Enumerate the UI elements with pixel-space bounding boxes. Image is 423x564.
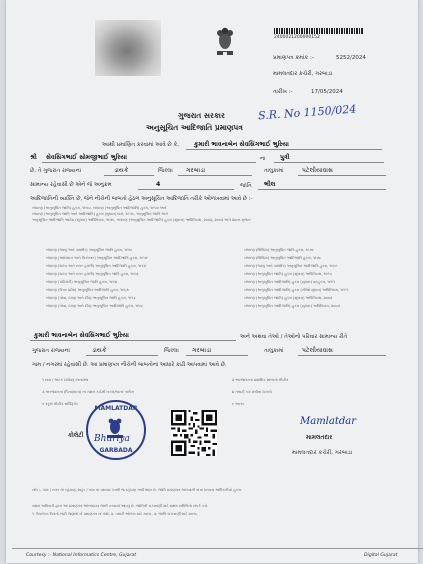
handwritten-signature-right: Mamlatdar <box>300 416 357 427</box>
barcode-number: 2400021200000152 <box>274 35 320 40</box>
order-item: બંધારણ (સિક્કિમ) અનુસૂચિત જાતિ હુકમ, ૧૯૭૮ <box>244 248 314 252</box>
relation-value: પુત્રી <box>280 154 290 161</box>
residence-taluka-label: તાલુકામાં <box>264 348 284 354</box>
signature-left-label: કોલેટી <box>68 432 84 439</box>
relation-label: ના <box>260 156 266 162</box>
residence-prefix: ગુજરાત રાજ્યના <box>32 348 70 354</box>
taluka-value: પટેલીયાવાસ <box>302 167 334 174</box>
underline <box>138 189 234 190</box>
residence-district-label: જિલ્લા <box>164 348 179 354</box>
father-name: સેવસિંગભાઈ સોમજીભાઈ ભુરિયા <box>46 154 127 161</box>
order-item: બંધારણ (ગોવા, દમણ અને દીવ) અનુસૂચિત જાતિ હુકમ, ૧૯૬૮ <box>46 296 136 300</box>
underline <box>86 355 158 356</box>
order-item: બંધારણ (જમ્મુ અને કાશ્મીર) અનુસૂચિત આદિજાતિ હુકમ, ૧૯૮૯ <box>244 264 338 268</box>
underline <box>186 355 248 356</box>
order-item: બંધારણ (ઉત્તર પ્રદેશ) અનુસૂચિત આદિજાતિ હુકમ, ૧૯૬૭ <box>46 288 129 292</box>
qr-code <box>171 410 217 456</box>
underline <box>258 189 386 190</box>
national-emblem-icon <box>214 24 236 60</box>
underline <box>298 355 386 356</box>
residence-district: ગરબાડા <box>192 347 212 354</box>
handwritten-serial-number: S.R. No 1150/024 <box>257 102 357 123</box>
caste-label: જાતિ <box>240 183 252 189</box>
applicant-name: કુમારી ભાવનાબેન સેવસિંગભાઈ ભુરિયા <box>194 141 289 148</box>
residence-village: ડાયકે <box>92 347 107 354</box>
order-item: બંધારણ (અનુસૂચિત આદિજાતિ) હુકમ (બીજો સુધારા) અધિનિયમ, ૧૯૯૧ <box>244 288 349 292</box>
document-title: અનુસૂચિત આદિજાતિ પ્રમાણપત્ર <box>146 123 243 132</box>
seal-text-top: MAMLATDAR <box>94 405 138 412</box>
underline <box>298 175 386 176</box>
order-item: બંધારણ (દાદરા અને નગર હવેલી) અનુસૂચિત જાતિ હુકમ, ૧૯૬૨ <box>46 272 139 276</box>
order-item: બંધારણ (દાદરા અને નગર હવેલી) અનુસૂચિત આદિજાતિ હુકમ, ૧૯૬૨ <box>46 264 146 268</box>
clause-line: બંધારણ (અનુસૂચિત જાતિ) હુકમ, ૧૯૫૦, બંધારણ (અનુસૂચિત આદિજાતિ) હુકમ, ૧૯૫૦ અને <box>32 206 167 210</box>
basis-item: ૨ અરજદારના પ્રાથમિક શાળાનો લીવીંગ <box>232 378 289 382</box>
underline <box>30 340 236 341</box>
underline <box>178 175 252 176</box>
order-item: બંધારણ (આંદામાન અને નિકોબાર) અનુસૂચિત આદિજાતિ હુકમ, ૧૯૫૯ <box>46 256 148 260</box>
seal-text-bottom: GARBADA <box>99 447 133 454</box>
underline <box>104 175 154 176</box>
caste-value: ભીલ <box>264 181 276 188</box>
district-value: ગરબાડા <box>186 167 206 174</box>
signatory-title: મામલતદાર <box>306 434 333 441</box>
note-line: નોંધ :- ગામ / નગર નો રહેઠાણ, શહેર / ગામ ના વસવાટ પરથી જ રહેઠાણ નક્કી થાય છે. જાતિ પ્રમાણપત્ર આપવાની સત્તા ધરાવતા અધિકારીનો હુકમ. <box>32 488 243 492</box>
clause-line: અનુસૂચિત આદિજાતિ આદેશ (સુધારા) અધિનિયમ, ૧૯૭૬, બંધારણ (અનુસૂચિત આદિજાતિ) હુકમ (સુધારા) અધિનિયમ, ૨૦૦૨, ૨૦૦૩ અને ૨૦૦૬ મુજબ <box>32 218 251 222</box>
residence-taluka: પટેલીયાવાસ <box>302 347 334 354</box>
certificate-page <box>6 0 418 563</box>
government-title: ગુજરાત સરકાર <box>178 111 225 120</box>
serial-number: 4 <box>156 181 161 188</box>
village-value: ડાયકે <box>114 167 129 174</box>
mamlatdar-seal <box>86 400 146 460</box>
father-prefix: શ્રી <box>30 154 37 161</box>
signatory-office: મામલતદાર કચેરી, ગરબાડા <box>292 450 353 456</box>
clause-line: બંધારણ (અનુસૂચિત જાતિ અને આદિજાતિ) હુકમ (સુધારા) ધારો, ૧૯૫૬, અનુસૂચિત જાતિ અને <box>32 212 168 216</box>
underline <box>42 162 256 163</box>
basis-item: ૫ સ્કૂલ લીવીંગ સર્ટિફિકેટ <box>42 402 79 406</box>
family-suffix: અને અથવા તેઓ / તેઓનો પરિવાર સામાન્ય રીતે <box>240 334 348 340</box>
handwritten-signature-left: Bhuriya <box>94 434 130 444</box>
village-label: છે, તે ગુજરાત રાજ્યના <box>30 168 82 174</box>
basis-item: ૩ અરજદારના (પિતા/માતા) ના રાશન કાર્ડની નકલ/જન્મ તારીખ <box>42 390 134 394</box>
applicant-name-repeat: કુમારી ભાવનાબેન સેવસિંગભાઈ ભુરિયા <box>34 332 129 339</box>
residence-end: ગામ / નગરમાં રહેવાસી છે. આ પ્રમાણપત્ર નીચેની બાબતોના આધારે કાઢી આપવામાં આવે છે. <box>32 362 227 368</box>
applicant-photo <box>95 20 161 76</box>
date-label: તારીખ :- <box>273 89 293 95</box>
order-item: બંધારણ (અનુસૂચિત જાતિ) હુકમ (સુધારા) અધિનિયમ, ૧૯૯૦ <box>244 272 332 276</box>
footer-courtesy: Courtesy :- National Informatics Centre, Gujarat <box>26 553 137 558</box>
order-item: બંધારણ (અનુસૂચિત આદિજાતિ) હુકમ (સુધારા) વટહુકમ, ૧૯૯૧ <box>244 280 336 284</box>
notice-text: આદિજાતિની વ્યક્તિ છે, જેને નીચેની બાબતો હેઠળ અનુસૂચિત આદિજાતિ તરીકે ઓળખવામાં આવે છે :- <box>30 196 253 202</box>
basis-item: ૧ નામ / અટક દર્શાવતું દસ્તાવેજ <box>42 378 89 382</box>
order-item: બંધારણ (અનુસૂચિત જાતિ) હુકમ (સુધારા) અધિનિયમ, ૨૦૦૨ <box>244 296 333 300</box>
serial-line-prefix: સામાન્ય રહેવાસી છે એને જે અનુક્રમ <box>30 182 112 188</box>
issuing-office: મામલતદાર કચેરી, ગરબાડા <box>273 71 333 77</box>
issue-date: 17/05/2024 <box>311 89 343 95</box>
certify-prefix: આથી પ્રમાણિત કરવામાં આવે છે કે, <box>102 142 180 148</box>
district-label: જિલ્લા <box>158 168 173 174</box>
note-line: ૧. ઉપરોક્ત વિગતો ખોટી જણાશે તો પ્રમાણપત્ર રદ થશે. ૨. તમારી ઓળખ માટે માન્ય. ૩. જાતિ ચકાસણી માટે માન્ય. <box>32 512 198 516</box>
note-line: સક્ષમ અધિકારી દ્વારા આ પ્રમાણપત્ર ઓનલાઇન જારી કરવામાં આવ્યું છે. જાતિની ચકાસણી માટે સક્ષમ સમિતિનો સંપર્ક કરો. <box>32 504 209 508</box>
order-item: બંધારણ (ગોવા, દમણ અને દીવ) અનુસૂચિત આદિજાતિ હુકમ, ૧૯૬૮ <box>46 304 144 308</box>
underline <box>274 162 384 163</box>
order-item: બંધારણ (અનુસૂચિત આદિજાતિ) હુકમ (સુધારા) અધિનિયમ, ૨૦૦૩ <box>244 304 340 308</box>
underline <box>186 149 382 150</box>
basis-item: ૪ તલાટી કમ મંત્રીનો દાખલો <box>232 390 272 394</box>
taluka-label: તાલુકામાં <box>264 168 284 174</box>
basis-item: ૬ અન્ય <box>232 402 244 406</box>
order-item: બંધારણ (પોંડિચેરી) અનુસૂચિત જાતિ હુકમ, ૧૯૬૪ <box>46 280 118 284</box>
order-item: બંધારણ (જમ્મુ અને કાશ્મીર) અનુસૂચિત જાતિ હુકમ, ૧૯૫૬ <box>46 248 133 252</box>
footer-digital-gujarat: Digital Gujarat <box>364 553 398 558</box>
certificate-number: 5252/2024 <box>336 55 366 61</box>
order-item: બંધારણ (સિક્કિમ) અનુસૂચિત આદિજાતિ હુકમ, ૧૯૭૮ <box>244 256 322 260</box>
certificate-number-label: પ્રમાણપત્ર ક્રમાંક :- <box>273 55 314 61</box>
